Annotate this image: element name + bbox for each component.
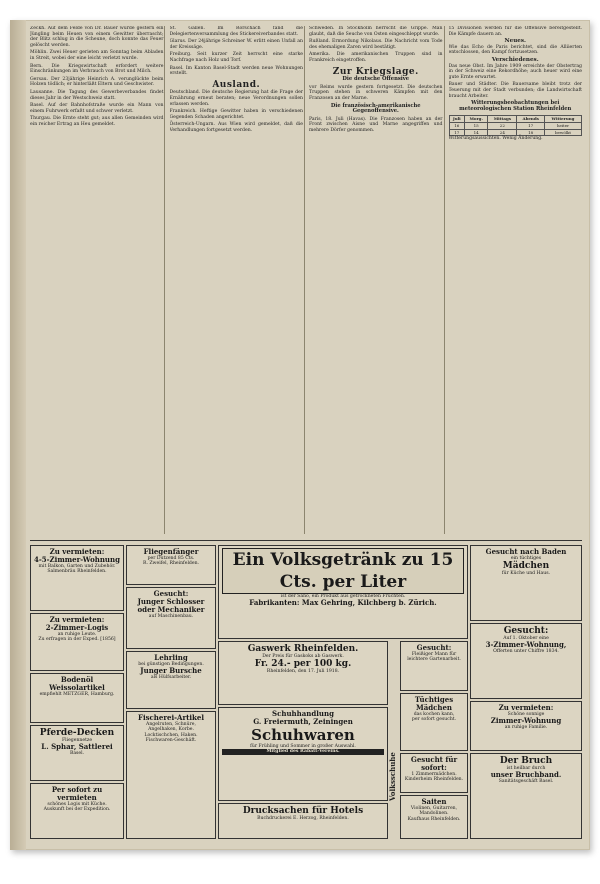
ad-zimmer-wohnung — [470, 701, 582, 751]
article: Gersau. Der 23jährige Heinrich A. verunglückte beim Holzen tödlich; er hinterläßt Eltern und Geschwister. — [30, 76, 164, 88]
weather-header: Witterung — [545, 116, 582, 123]
ad-line: Mädchen — [502, 561, 550, 572]
ad-title: Gaswerk Rheinfelden. — [247, 644, 359, 654]
weather-header: Morg. — [464, 116, 487, 123]
ad-line: 1 Zimmermädchen. — [411, 772, 457, 777]
ad-lehrling — [126, 651, 216, 709]
ad-title: Zu vermieten: — [498, 703, 554, 712]
ad-line: auf Maschinenbau. — [148, 614, 194, 619]
ad-line: 3-Zimmer-Wohnung, — [485, 640, 567, 650]
ad-line: 4-5-Zimmer-Wohnung — [34, 555, 121, 564]
ad-vertical-label: Volksschuhe — [388, 752, 397, 801]
weather-header-row — [449, 116, 582, 123]
article: Schweden. In Stockholm herrscht die Grippe. Man glaubt, daß die Seuche von Osten eingeschleppt wurde. — [309, 26, 443, 37]
ad-line: für Frühling und Sommer in großer Auswahl. — [250, 744, 356, 749]
ad-line: mit Balkon, Garten und Zubehör. — [38, 564, 116, 569]
ad-line: per sofort gesucht. — [411, 717, 457, 723]
ad-title: Fischerei-Artikel — [137, 713, 205, 722]
ad-line: L. Sphar, Sattlerei — [41, 742, 113, 752]
ad-gaswerk — [218, 641, 388, 705]
ad-line: das kochen kann, — [413, 712, 455, 717]
ad-line: oder Mechaniker — [137, 605, 205, 614]
weather-title: Witterungsbeobachtungen bei meteorologischen Station Rheinfelden — [459, 100, 572, 112]
weather-cell: 16 — [449, 122, 464, 129]
ad-line: Kaufhaus Rheinfelden. — [407, 816, 461, 822]
news-columns — [30, 26, 582, 534]
ad-title: Gesucht nach Baden — [485, 547, 567, 556]
ad-line: Buchdruckerei E. Herzog, Rheinfelden. — [257, 816, 349, 821]
ad-wohnung-gesucht — [470, 623, 582, 699]
ad-headline: Schuhwaren — [251, 726, 355, 744]
ad-zimmermaedchen — [400, 753, 468, 793]
weather-cell: 22 — [488, 122, 517, 129]
ad-title: Gesucht: — [503, 626, 549, 636]
ad-title: Zu vermieten: — [49, 547, 105, 556]
article: Bern. Die Kriegswirtschaft erfordert weitere Einschränkungen im Verbrauch von Brot und Milch. — [30, 63, 164, 75]
ad-banner: Ein Volksgetränk zu 15 Cts. per Liter — [222, 548, 464, 594]
ad-drucksachen — [218, 803, 388, 839]
ad-line: ist heilbar durch — [506, 766, 546, 771]
newspaper-page — [30, 26, 582, 842]
article: 15 Divisionen werden für die Offensive bereitgestellt. Die Kämpfe dauern an. — [448, 26, 582, 37]
article: Thurgau. Die Ernte steht gut; aus allen Gemeinden wird ein reicher Ertrag an Heu gemeldet. — [30, 116, 164, 127]
advertisement-section — [30, 540, 582, 841]
ad-line: Auf 1. Oktober eine — [503, 636, 549, 641]
article: Möhlin. Zwei Heuer gerieten am Sonntag beim Abladen in Streit, wobei der eine leicht verletzt wurde. — [30, 50, 164, 61]
ad-line: Locktischchen, Haken. — [144, 732, 198, 738]
weather-cell: 15 — [464, 122, 487, 129]
column-divider — [164, 26, 165, 534]
ad-gartenarbeit — [400, 641, 468, 691]
column-2 — [170, 26, 304, 534]
ad-logis — [30, 613, 124, 671]
ad-apartment — [30, 545, 124, 611]
weather-row — [449, 122, 582, 129]
ad-line: Fleißiger Mann für — [411, 652, 457, 657]
article: Lausanne. Die Tagung des Gewerbeverbandes findet dieses Jahr in der Westschweiz statt. — [30, 89, 164, 101]
ad-title: Fliegenfänger — [143, 547, 199, 556]
column-divider — [304, 26, 305, 534]
ad-line: Junger Schlosser — [137, 597, 205, 606]
weather-cell: 14 — [464, 129, 487, 136]
newspaper-scan — [10, 20, 590, 850]
article: Deutschland. Die deutsche Regierung hat die Frage der Ernährung erneut beraten; neue Verordnungen sollen erlassen werden. — [169, 90, 303, 107]
ad-line: für Küche und Haus. — [501, 571, 551, 577]
ad-date: Rheinfelden, den 17. Juli 1918. — [266, 669, 340, 675]
section-subheading: Die deutsche Offensive — [342, 76, 410, 83]
ad-title: Drucksachen für Hotels — [242, 806, 364, 816]
section-subheading: Die französisch-amerikanische Gegenoffensive. — [330, 102, 421, 115]
weather-header: Abends — [517, 116, 545, 123]
ad-line: Salmenbräu Rheinfelden. — [47, 569, 107, 575]
ad-fliegenfaenger — [126, 545, 216, 585]
ad-volksgetraenk — [218, 545, 468, 639]
ad-price: Fr. 24.- per 100 kg. — [254, 659, 352, 670]
article: St. Gallen. Im Rorschach fand die Delegiertenversammlung des Stickereiverbandes statt. — [169, 26, 303, 37]
ad-bruch — [470, 753, 582, 839]
ad-line: als Hülfsarbeiter. — [150, 675, 192, 681]
weather-cell: bewölkt — [545, 129, 582, 136]
article: Wie das Echo de Paris berichtet, sind die Alliierten entschlossen, den Kampf fortzusetzen. — [448, 44, 582, 56]
ad-line: Angelhaken, Korbe. — [148, 727, 194, 733]
article: vor Reims wurde gestern fortgesetzt. Die deutschen Truppen stehen in schweren Kämpfen mit den Franzosen an der Marne. — [309, 84, 443, 101]
ad-fischerei — [126, 711, 216, 839]
ad-line: Mitglied des Rabatt-Vereins. — [222, 749, 384, 754]
page-binding — [10, 20, 26, 850]
ad-line: Kinderheim Rheinfelden. — [404, 777, 464, 783]
ad-line: an ruhige Leute. — [57, 632, 97, 637]
ad-maedchen — [400, 693, 468, 751]
article: Das neue Obst. Im Jahre 1909 erreichte der Obstertrag in der Schweiz eine Rekordhöhe; auch heuer wird eine gute Ernte erwartet. — [448, 63, 582, 80]
weather-cell: 18 — [517, 129, 545, 136]
article: Frankreich. Heftige Gewitter haben in verschiedenen Gegenden Schaden angerichtet. — [169, 109, 303, 120]
ad-schuhhandlung — [218, 707, 388, 801]
weather-table — [449, 115, 583, 136]
article: Bauer und Städter. Die Bauersame bleibt trotz der Teuerung mit der Stadt verbunden; die Landwirtschaft braucht Arbeiter. — [448, 82, 582, 99]
column-divider — [444, 26, 445, 534]
ad-line: R. Zweifel, Rheinfelden. — [142, 561, 200, 567]
weather-cell: heiter — [545, 122, 582, 129]
ad-line: G. Freiermuth, Zeiningen — [253, 717, 353, 726]
ad-line: unser Bruchband. — [490, 770, 562, 780]
column-3 — [309, 26, 443, 534]
ad-line: Sanitätsgeschäft Basel. — [498, 779, 554, 785]
ad-logis-sofort — [30, 783, 124, 839]
article: Glarus. Der 24jährige Schreiner W. erlitt einen Unfall an der Kreissäge. — [169, 39, 303, 50]
ad-title: Saiten — [421, 797, 447, 806]
section-heading-neues: Neues. — [504, 38, 526, 45]
ad-schlosser — [126, 587, 216, 649]
ad-title: Bodenöl Weissolartikel — [49, 675, 105, 692]
column-1 — [30, 26, 164, 534]
weather-header: Mittags — [488, 116, 517, 123]
weather-cell: 24 — [488, 129, 517, 136]
column-4 — [449, 26, 583, 534]
ad-bodenoel — [30, 673, 124, 723]
ad-title: Schuhhandlung — [272, 709, 334, 718]
article: Paris, 18. Juli (Havas). Die Franzosen haben an der Front zwischen Aisne und Marne angegriffen und mehrere Dörfer genommen. — [309, 116, 443, 133]
ad-pferde-decken — [30, 725, 124, 781]
article: Witterungsaussichten. Wenig Änderung. — [448, 136, 543, 142]
ad-line: Angelruten, Schnüre, — [146, 722, 196, 727]
ad-title: Gesucht für sofort: — [410, 755, 458, 772]
article: Zeckh. Auf dem Felde von Dr. Bauer wurde gestern ein Jüngling beim Heuen von einem Gewitter überrascht; der Blitz schlug in die Scheune, doch konnte das Feuer gelöscht werden. — [30, 26, 164, 48]
ad-title: Tüchtiges Mädchen — [414, 695, 454, 712]
ad-title: Per sofort zu vermieten — [51, 785, 103, 802]
ad-title: Pferde-Decken — [39, 728, 115, 738]
section-heading-war: Zur Kriegslage. — [332, 66, 419, 77]
ad-line: Schöne sonnige — [507, 712, 545, 717]
ad-line: schönes Logis mit Küche. — [47, 802, 107, 807]
ad-title: Gesucht: — [153, 589, 189, 598]
article: Österreich-Ungarn. Aus Wien wird gemeldet, daß die Verhandlungen fortgesetzt werden. — [169, 122, 303, 133]
ad-line: ist der Sano, ein Produkt aus getrockneten Früchten. — [280, 594, 406, 599]
ad-title: Lehrling — [154, 653, 188, 662]
ad-title: Zu vermieten: — [49, 615, 105, 624]
ad-title: Gesucht: — [416, 643, 452, 652]
article: Amerika. Die amerikanischen Truppen sind in Frankreich eingetroffen. — [309, 52, 443, 63]
ad-line: Violinen, Guitarren, Mandolinen. — [410, 806, 458, 817]
section-heading-misc: Verschiedenes. — [491, 56, 539, 63]
ad-line: 2-Zimmer-Logis — [45, 623, 109, 632]
ad-line: Auskunft bei der Expedition. — [43, 807, 111, 813]
ad-line: ein tüchtiges — [510, 556, 542, 561]
article: Freiburg. Seit kurzer Zeit herrscht eine starke Nachfrage nach Holz und Torf. — [169, 52, 303, 63]
section-heading-ausland: Ausland. — [212, 79, 261, 90]
ad-line: empfiehlt METZGER, Hamburg. — [39, 692, 115, 697]
ad-saiten — [400, 795, 468, 839]
article: Rußland. Ermordung Nikolaus. Die Nachricht vom Tode des ehemaligen Zaren wird bestätigt. — [309, 39, 443, 50]
ad-line: bei günstigen Bedingungen. — [138, 662, 204, 667]
weather-header: Juli — [449, 116, 464, 123]
ad-line: Fliegennetze — [61, 738, 93, 743]
article: Basel. Auf der Bahnhofstraße wurde ein Mann von einem Fuhrwerk erfaßt und schwer verletzt. — [30, 103, 164, 114]
ad-line: Junger Bursche — [140, 666, 202, 676]
weather-cell: 17 — [449, 129, 464, 136]
ad-line: an ruhige Familie. — [504, 725, 548, 731]
article: Basel. Im Kanton Basel-Stadt werden neue Wohnungen erstellt. — [169, 65, 303, 77]
ad-line: leichtere Gartenarbeit. — [407, 657, 461, 663]
weather-cell: 17 — [517, 122, 545, 129]
ad-line: Der Preis für Gaskoks ab Gaswerk. — [262, 654, 344, 659]
ad-line: per Dutzend 85 Cts. — [147, 556, 195, 561]
ad-line: Offerten unter Chiffre 1834. — [493, 649, 559, 655]
ad-title: Der Bruch — [499, 756, 553, 766]
ad-baden — [470, 545, 582, 621]
ad-line: Fabrikanten: Max Gehring, Kilchberg b. Zürich. — [249, 598, 437, 608]
ad-line: Zimmer-Wohnung — [490, 716, 562, 726]
weather-row — [449, 129, 582, 136]
ad-line: Basel. — [69, 751, 85, 757]
ad-line: Zu erfragen in der Exped. [1856] — [38, 637, 116, 643]
ad-line: Fischwaren-Geschäft. — [145, 738, 197, 744]
